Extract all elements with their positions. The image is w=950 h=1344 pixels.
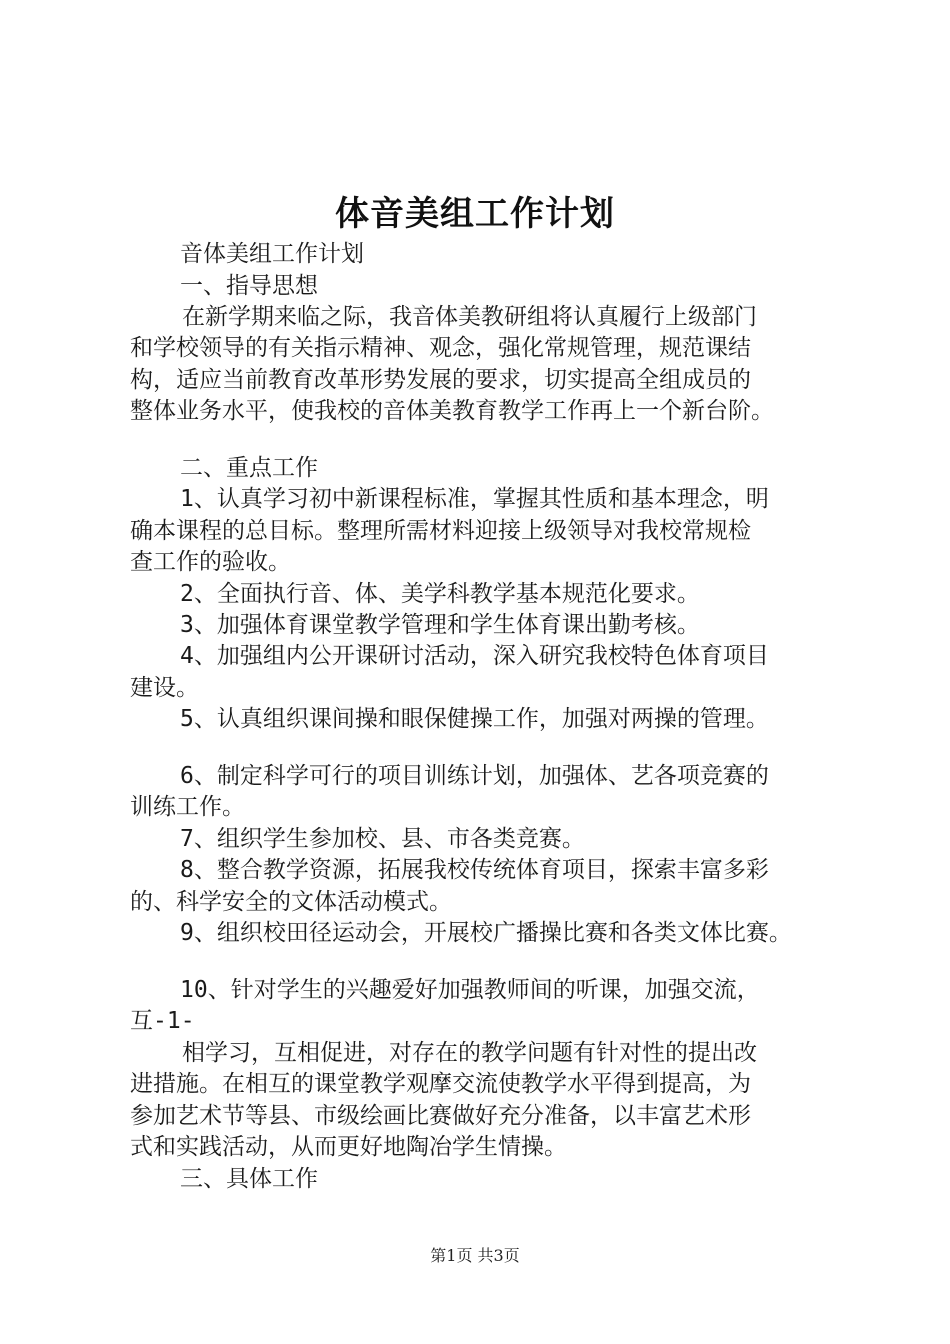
- text-line: 的、科学安全的文体活动模式。: [130, 889, 452, 915]
- text-line: 式和实践活动，从而更好地陶冶学生情操。: [130, 1134, 567, 1160]
- text-line: 一、指导思想: [180, 273, 318, 299]
- text-line: 查工作的验收。: [130, 549, 291, 575]
- page-footer: 第1页 共3页: [430, 1246, 520, 1265]
- text-line: 三、具体工作: [180, 1166, 318, 1192]
- text-line: 音体美组工作计划: [180, 241, 364, 267]
- text-line: 6、制定科学可行的项目训练计划，加强体、艺各项竞赛的: [180, 763, 769, 789]
- text-line: 5、认真组织课间操和眼保健操工作，加强对两操的管理。: [180, 706, 769, 732]
- text-line: 8、整合教学资源，拓展我校传统体育项目，探索丰富多彩: [180, 857, 769, 883]
- text-line: 确本课程的总目标。整理所需材料迎接上级领导对我校常规检: [130, 518, 751, 544]
- text-line: 进措施。在相互的课堂教学观摩交流使教学水平得到提高，为: [130, 1071, 751, 1097]
- text-line: 训练工作。: [130, 794, 245, 820]
- text-line: 2、全面执行音、体、美学科教学基本规范化要求。: [180, 581, 700, 607]
- text-line: 和学校领导的有关指示精神、观念，强化常规管理，规范课结: [130, 335, 751, 361]
- text-line: 相学习，互相促进，对存在的教学问题有针对性的提出改: [182, 1040, 757, 1066]
- page-title: 体音美组工作计划: [335, 194, 615, 234]
- text-line: 建设。: [130, 675, 199, 701]
- text-line: 参加艺术节等县、市级绘画比赛做好充分准备，以丰富艺术形: [130, 1103, 751, 1129]
- text-line: 1、认真学习初中新课程标准，掌握其性质和基本理念，明: [180, 486, 769, 512]
- text-line: 4、加强组内公开课研讨活动，深入研究我校特色体育项目: [180, 643, 769, 669]
- text-line: 整体业务水平，使我校的音体美教育教学工作再上一个新台阶。: [130, 398, 774, 424]
- text-line: 在新学期来临之际，我音体美教研组将认真履行上级部门: [182, 304, 757, 330]
- text-line: 3、加强体育课堂教学管理和学生体育课出勤考核。: [180, 612, 700, 638]
- text-line: 二、重点工作: [180, 455, 318, 481]
- text-line: 7、组织学生参加校、县、市各类竞赛。: [180, 826, 585, 852]
- text-line: 10、针对学生的兴趣爱好加强教师间的听课，加强交流，: [180, 977, 760, 1003]
- text-line: 互-1-: [130, 1008, 195, 1034]
- text-line: 9、组织校田径运动会，开展校广播操比赛和各类文体比赛。: [180, 920, 792, 946]
- text-line: 构，适应当前教育改革形势发展的要求，切实提高全组成员的: [130, 367, 751, 393]
